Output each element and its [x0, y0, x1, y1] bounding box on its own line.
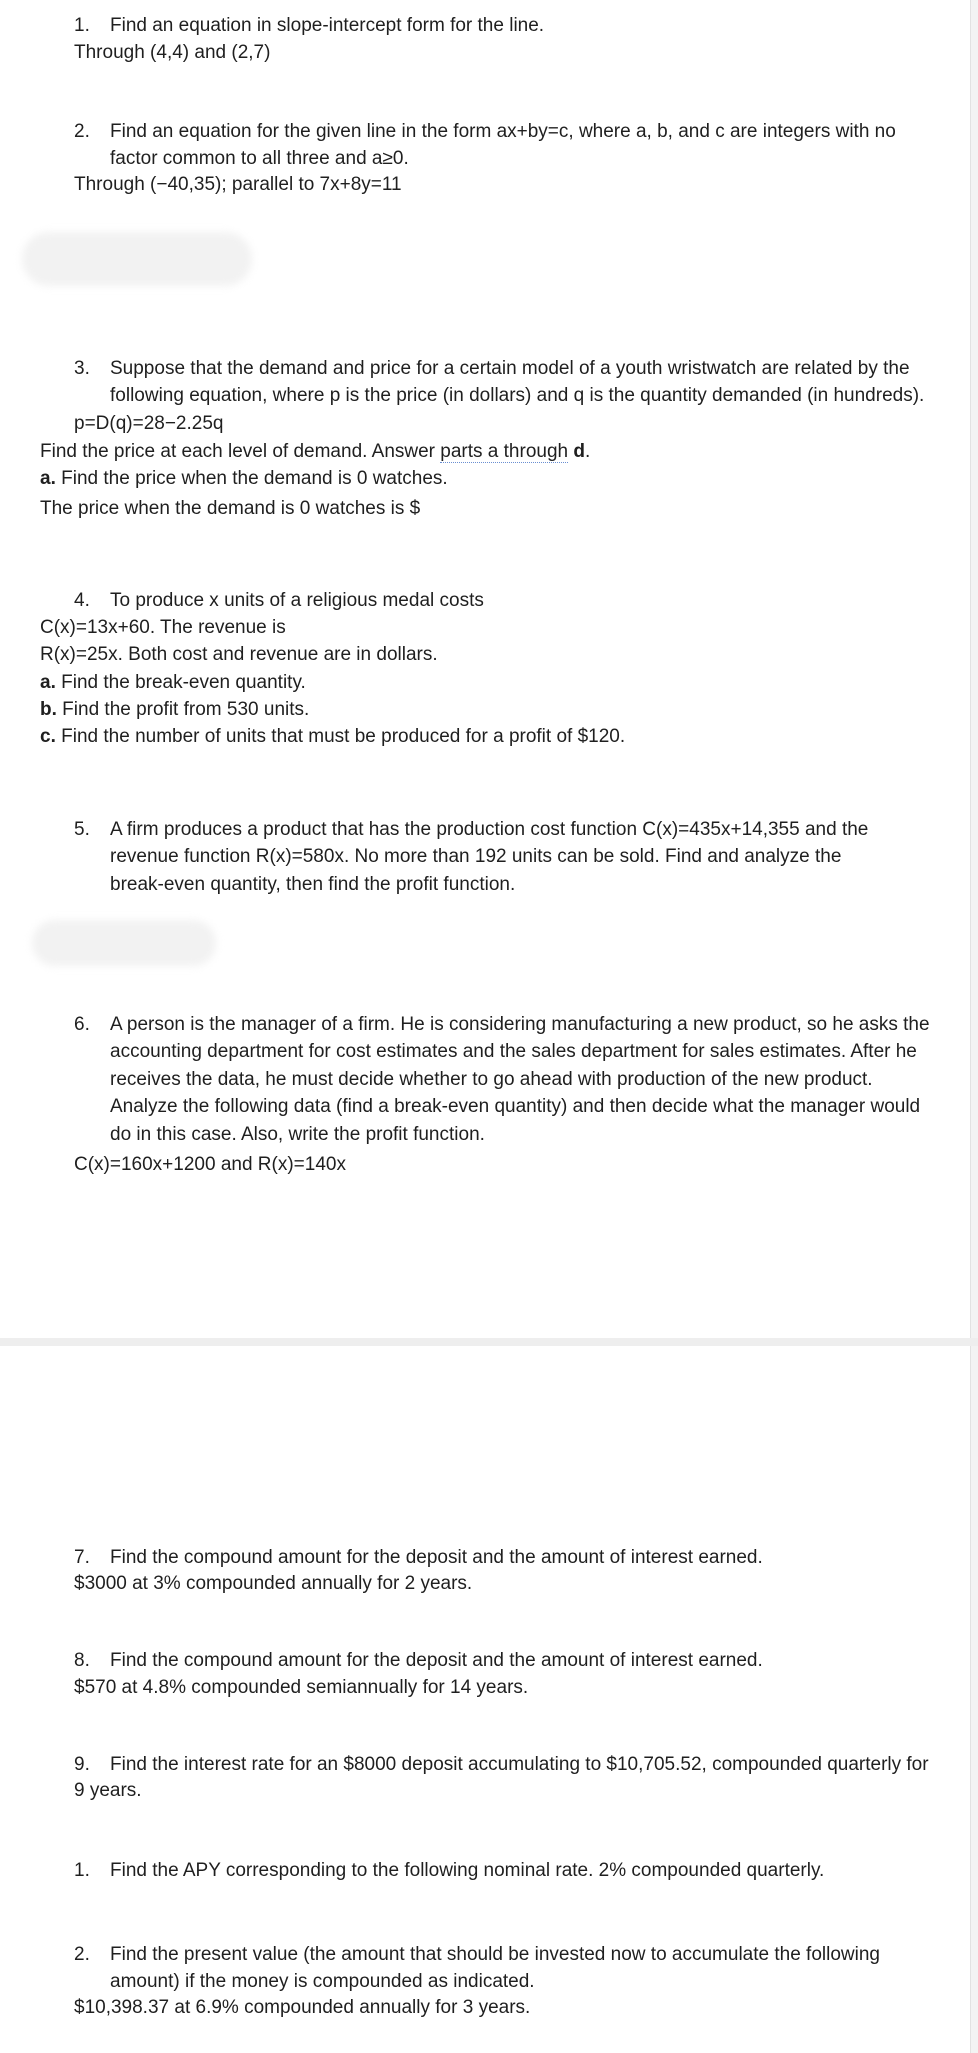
problem-number: 2.: [74, 1944, 90, 1965]
problem-number: 6.: [74, 1014, 90, 1035]
problem-6-line-5: do in this case. Also, write the profit function.: [110, 1124, 485, 1145]
problem-3-line-1: 3. Suppose that the demand and price for a certain model of a youth wristwatch are related by the: [74, 355, 910, 382]
problem-2-given: Through (−40,35); parallel to 7x+8y=11: [74, 174, 402, 195]
problem-apy-line-1: 1. Find the APY corresponding to the following nominal rate. 2% compounded quarterly.: [74, 1857, 824, 1884]
parts-link[interactable]: parts a through: [440, 441, 569, 462]
problem-3-line-2: following equation, where p is the price (in dollars) and q is the quantity demanded (in hundreds).: [110, 385, 925, 406]
problem-1-given: Through (4,4) and (2,7): [74, 42, 271, 63]
problem-3-answer-prompt: The price when the demand is 0 watches is $: [40, 498, 421, 519]
problem-4-line-1: 4. To produce x units of a religious medal costs: [74, 587, 484, 614]
problem-9-given: 9 years.: [74, 1780, 142, 1801]
problem-6-given: C(x)=160x+1200 and R(x)=140x: [74, 1154, 346, 1175]
problem-4-part-c: c. Find the number of units that must be produced for a profit of $120.: [40, 726, 626, 747]
problem-6-line-3: receives the data, he must decide whether to go ahead with production of the new product.: [110, 1069, 873, 1090]
problem-number: 4.: [74, 590, 90, 611]
problem-5-line-2: revenue function R(x)=580x. No more than 192 units can be sold. Find and analyze the: [110, 846, 842, 867]
problem-4-part-a: a. Find the break-even quantity.: [40, 672, 306, 693]
problem-present-value-line-2: amount) if the money is compounded as indicated.: [110, 1971, 535, 1992]
page-right-edge: [970, 0, 978, 2053]
problem-number: 1.: [74, 15, 90, 36]
problem-number: 9.: [74, 1754, 90, 1775]
problem-number: 5.: [74, 819, 90, 840]
problem-number: 7.: [74, 1547, 90, 1568]
problem-6-line-4: Analyze the following data (find a break-even quantity) and then decide what the manager would: [110, 1096, 921, 1117]
redacted-area: [32, 920, 216, 966]
problem-1-line-1: 1. Find an equation in slope-intercept form for the line.: [74, 12, 544, 39]
problem-number: 8.: [74, 1650, 90, 1671]
problem-7-given: $3000 at 3% compounded annually for 2 years.: [74, 1573, 473, 1594]
problem-5-line-3: break-even quantity, then find the profit function.: [110, 874, 516, 895]
problem-3-equation: p=D(q)=28−2.25q: [74, 413, 224, 434]
problem-8-line-1: 8. Find the compound amount for the deposit and the amount of interest earned.: [74, 1647, 763, 1674]
problem-5-line-1: 5. A firm produces a product that has the production cost function C(x)=435x+14,355 and the: [74, 816, 868, 843]
problem-9-line-1: 9. Find the interest rate for an $8000 deposit accumulating to $10,705.52, compounded quarterly for: [74, 1751, 929, 1778]
problem-4-cost: C(x)=13x+60. The revenue is: [40, 617, 286, 638]
problem-number: 1.: [74, 1860, 90, 1881]
problem-4-part-b: b. Find the profit from 530 units.: [40, 699, 310, 720]
problem-8-given: $570 at 4.8% compounded semiannually for 14 years.: [74, 1677, 529, 1698]
problem-6-line-1: 6. A person is the manager of a firm. He is considering manufacturing a new product, so he asks the: [74, 1011, 930, 1038]
problem-3-part-a: a. Find the price when the demand is 0 watches.: [40, 468, 448, 489]
problem-2-line-2: factor common to all three and a≥0.: [110, 148, 409, 169]
problem-6-line-2: accounting department for cost estimates and the sales department for sales estimates. After he: [110, 1041, 917, 1062]
problem-number: 2.: [74, 121, 90, 142]
problem-7-line-1: 7. Find the compound amount for the deposit and the amount of interest earned.: [74, 1544, 763, 1571]
page-separator: [0, 1338, 978, 1346]
problem-4-revenue: R(x)=25x. Both cost and revenue are in dollars.: [40, 644, 438, 665]
problem-present-value-given: $10,398.37 at 6.9% compounded annually for 3 years.: [74, 1997, 531, 2018]
redacted-area: [22, 232, 252, 286]
problem-2-line-1: 2. Find an equation for the given line in the form ax+by=c, where a, b, and c are integers with no: [74, 118, 896, 145]
problem-number: 3.: [74, 358, 90, 379]
problem-3-instruction: Find the price at each level of demand. Answer parts a through d.: [40, 441, 591, 462]
problem-present-value-line-1: 2. Find the present value (the amount that should be invested now to accumulate the following: [74, 1941, 880, 1968]
